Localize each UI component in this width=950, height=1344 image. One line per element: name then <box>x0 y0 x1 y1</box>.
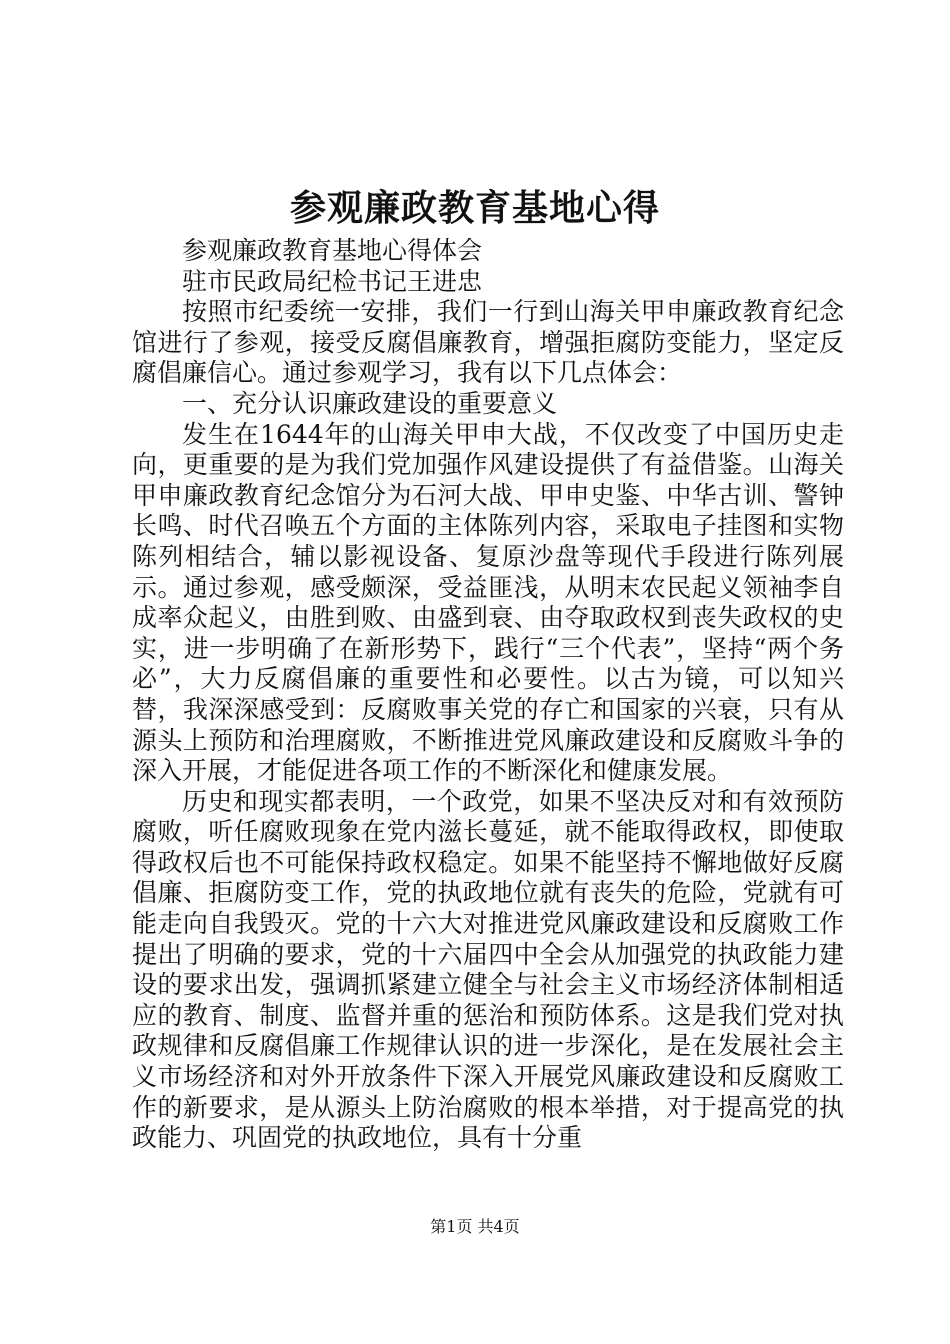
document-title: 参观廉政教育基地心得 <box>289 187 660 229</box>
subtitle-paragraph: 参观廉政教育基地心得体会 <box>182 236 483 265</box>
section-heading: 一、充分认识廉政建设的重要意义 <box>182 388 558 418</box>
page-footer: 第1页 共4页 <box>430 1217 520 1236</box>
body-paragraph: 发生在1644年的山海关甲申大战，不仅改变了中国历史走向，更重要的是为我们党加强作风建设提供了有益借鉴。山海关甲申廉政教育纪念馆分为石河大战、甲申史鉴、中华古训、警钟长鸣、时代召唤五个方面的主体陈列内容，采取电子挂图和实物陈列相结合，辅以影视设备、复原沙盘等现代手段进行陈列展示。通过参观，感受颇深，受益匪浅，从明末农民起义领袖李自成率众起义，由胜到败、由盛到衰、由夺取政权到丧失政权的史实，进一步明确了在新形势下，践行“三个代表”，坚持“两个务必”，大力反腐倡廉的重要性和必要性。以古为镜，可以知兴替，我深深感受到：反腐败事关党的存亡和国家的兴衰，只有从源头上预防和治理腐败，不断推进党风廉政建设和反腐败斗争的深入开展，才能促进各项工作的不断深化和健康发展。 <box>132 419 844 786</box>
document-body <box>132 236 844 1154</box>
author-line: 驻市民政局纪检书记王进忠 <box>182 266 483 296</box>
body-paragraph: 按照市纪委统一安排，我们一行到山海关甲申廉政教育纪念馆进行了参观，接受反腐倡廉教育，增强拒腐防变能力，坚定反腐倡廉信心。通过参观学习，我有以下几点体会： <box>132 297 844 388</box>
body-paragraph: 历史和现实都表明，一个政党，如果不坚决反对和有效预防腐败，听任腐败现象在党内滋长蔓延，就不能取得政权，即使取得政权后也不可能保持政权稳定。如果不能坚持不懈地做好反腐倡廉、拒腐防变工作，党的执政地位就有丧失的危险，党就有可能走向自我毁灭。党的十六大对推进党风廉政建设和反腐败工作提出了明确的要求，党的十六届四中全会从加强党的执政能力建设的要求出发，强调抓紧建立健全与社会主义市场经济体制相适应的教育、制度、监督并重的惩治和预防体系。这是我们党对执政规律和反腐倡廉工作规律认识的进一步深化，是在发展社会主义市场经济和对外开放条件下深入开展党风廉政建设和反腐败工作的新要求，是从源头上防治腐败的根本举措，对于提高党的执政能力、巩固党的执政地位，具有十分重 <box>132 786 844 1153</box>
